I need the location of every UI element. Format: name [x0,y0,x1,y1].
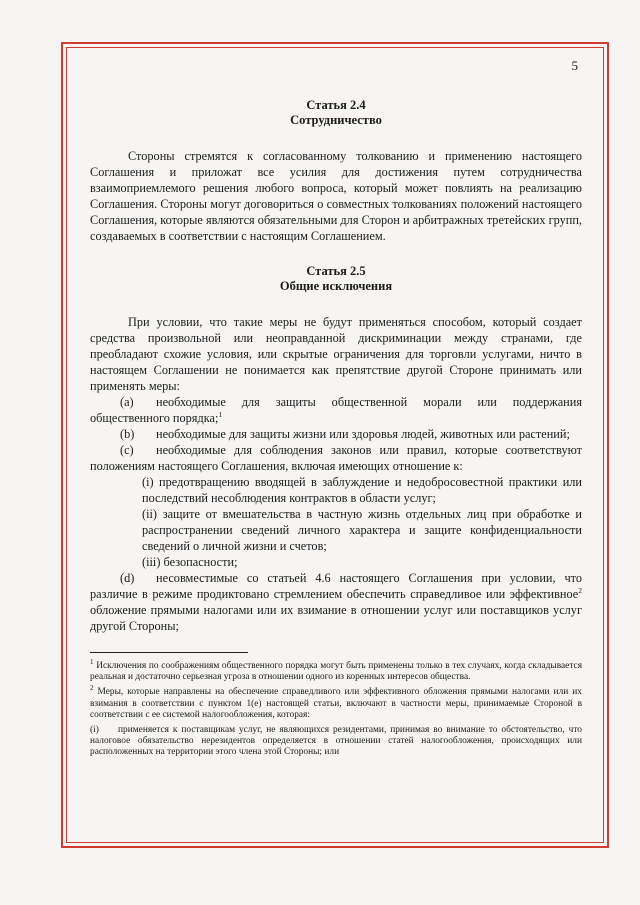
item-b-label: (b) [120,427,135,441]
sub-item-ii: (ii) защите от вмешательства в частную жизнь отдельных лиц при обработке и распространении сведений личного характера и защите конфиденциальности сведений о личной жизни и счетов; [142,507,582,553]
article-2-4-subtitle: Сотрудничество [290,113,382,127]
page-number: 5 [571,58,578,73]
article-2-4-heading [90,98,582,128]
article-2-4-text: Стороны стремятся к согласованному толкованию и применению настоящего Соглашения и приложат все усилия для достижения путем сотрудничества взаимоприемлемого решения любого вопроса, который может повлиять на реализацию Соглашения. Стороны могут договориться о совместных толкованиях положений настоящего Соглашения, которые являются обязательными для Сторон и арбитражных третейских групп, создаваемых в соответствии с настоящим Соглашением. [90,149,582,243]
footnote-2-item-i-label: (i) [90,725,99,736]
item-d-text-2: обложение прямыми налогами или их взимание в отношении услуг или поставщиков услуг другой Стороны; [90,603,582,633]
article-2-5-subtitle: Общие исключения [279,279,393,293]
sub-item-i: (i) предотвращению вводящей в заблуждение и недобросовестной практики или последствий несоблюдения контрактов в области услуг; [142,475,582,505]
item-b [90,426,582,442]
item-c-label: (c) [120,443,134,457]
footnote-ref-1: 1 [218,409,223,419]
item-d-label: (d) [120,571,135,585]
item-a-text: необходимые для защиты общественной морали или поддержания общественного порядка; [90,395,582,425]
article-2-4-title: Статья 2.4 [306,98,366,112]
footnote-2-item-i [90,725,582,759]
item-a [90,394,582,426]
item-a-label: (a) [120,395,134,409]
footnote-1-text: Исключения по соображениям общественного порядка могут быть применены только в тех случаях, когда складывается реальная и достаточно серьезная угроза в отношении одного из коренных интересов общества. [90,661,582,683]
item-d-text-1: несовместимые со статьей 4.6 настоящего Соглашения при условии, что различие в режиме продиктовано стремлением обеспечить справедливое или эффективное [90,571,582,601]
footnote-ref-2: 2 [578,585,582,595]
footnote-2-item-i-text: применяется к поставщикам услуг, не являющихся резидентами, принимая во внимание то обстоятельство, что налоговое обязательство нерезидентов определяется в отношении статей налогообложения, происходящих или расположенных на территории этого члена этой Стороны; или [90,725,582,758]
item-b-text: необходимые для защиты жизни или здоровья людей, животных или растений; [156,427,570,441]
footnote-2-text: Меры, которые направлены на обеспечение справедливого или эффективного обложения прямыми налогами или их взимания в соответствии с пунктом 1(е) настоящей статьи, включают в частности меры, принимаемые Стороной в соответствии с ее системой налогообложения, которая: [90,687,582,720]
footnote-2 [90,684,582,721]
sub-item-iii: (iii) безопасности; [142,555,238,569]
article-2-5-intro: При условии, что такие меры не будут применяться способом, который создает средства произвольной или неоправданной дискриминации между странами, где преобладают схожие условия, или скрытые ограничения для торговли услугами, ничто в настоящем Соглашении не понимается как препятствие другой Стороне принимать или применять меры: [90,315,582,393]
footnote-1 [90,657,582,683]
footnote-separator [90,652,248,653]
article-2-5-heading [90,264,582,294]
footnote-2-mark: 2 [90,684,94,693]
item-d [90,570,582,634]
page-content [90,58,582,763]
item-c [90,442,582,474]
item-c-text: необходимые для соблюдения законов или правил, которые соответствуют положениям настоящего Соглашения, включая имеющих отношение к: [90,443,582,473]
footnote-1-mark: 1 [90,657,94,666]
article-2-5-title: Статья 2.5 [306,264,366,278]
